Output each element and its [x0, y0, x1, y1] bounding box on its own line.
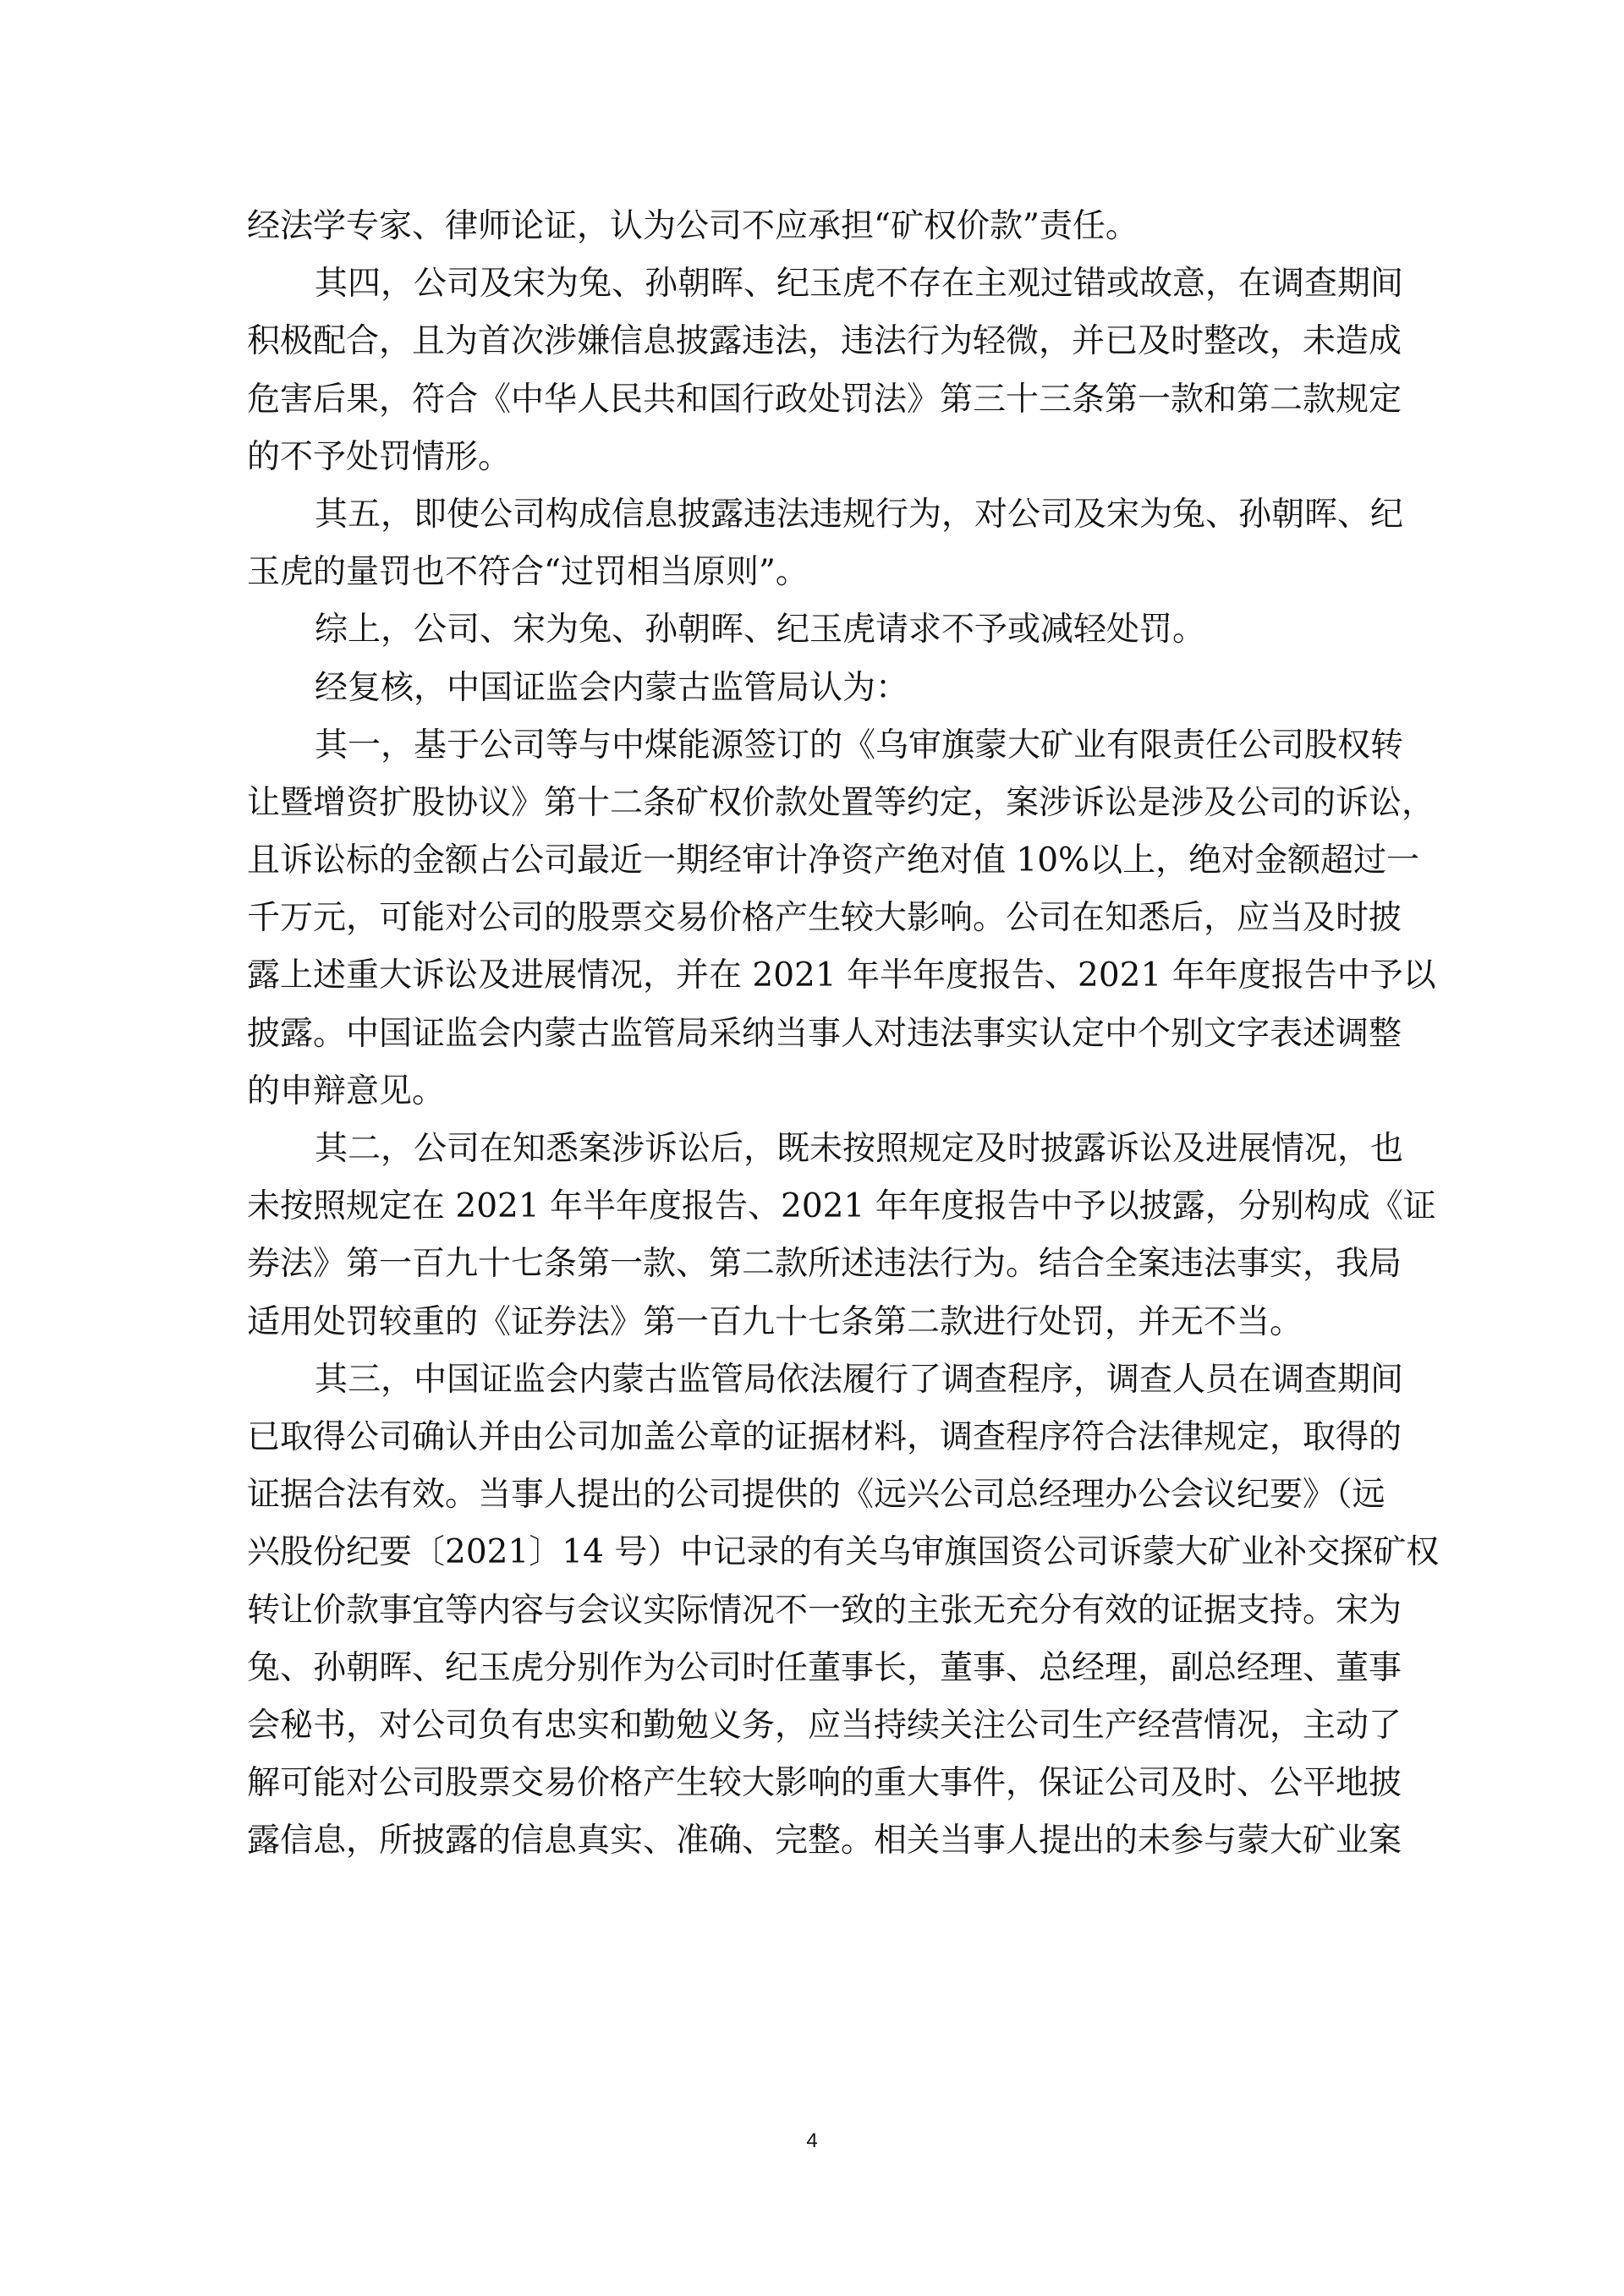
text-line: 适用处罚较重的《证券法》第一百九十七条第二款进行处罚，并无不当。 — [247, 1302, 1303, 1341]
text-line: 兴股份纪要〔2021〕14 号）中记录的有关乌审旗国资公司诉蒙大矿业补交探矿权 — [247, 1533, 1440, 1572]
text-line: 其一，基于公司等与中煤能源签订的《乌审旗蒙大矿业有限责任公司股权转 — [315, 726, 1404, 764]
text-line: 证据合法有效。当事人提出的公司提供的《远兴公司总经理办公会议纪要》（远 — [247, 1476, 1385, 1515]
text-line: 危害后果，符合《中华人民共和国行政处罚法》第三十三条第一款和第二款规定 — [247, 380, 1402, 419]
text-line: 露上述重大诉讼及进展情况，并在 2021 年半年度报告、2021 年年度报告中予以 — [247, 956, 1436, 995]
text-line: 让暨增资扩股协议》第十二条矿权价款处置等约定，案涉诉讼是涉及公司的诉讼， — [247, 783, 1435, 822]
text-line: 且诉讼标的金额占公司最近一期经审计净资产绝对值 10%以上，绝对金额超过一 — [247, 841, 1420, 880]
text-line: 经法学专家、律师论证，认为公司不应承担“矿权价款”责任。 — [247, 207, 1138, 245]
text-line: 已取得公司确认并由公司加盖公章的证据材料，调查程序符合法律规定，取得的 — [247, 1417, 1402, 1456]
text-line: 玉虎的量罚也不符合“过罚相当原则”。 — [247, 553, 809, 592]
text-line: 的不予处罚情形。 — [247, 437, 512, 476]
text-line: 露信息，所披露的信息真实、准确、完整。相关当事人提出的未参与蒙大矿业案 — [247, 1822, 1402, 1860]
text-line: 兔、孙朝晖、纪玉虎分别作为公司时任董事长，董事、总经理，副总经理、董事 — [247, 1648, 1402, 1687]
text-line: 其四，公司及宋为兔、孙朝晖、纪玉虎不存在主观过错或故意，在调查期间 — [315, 265, 1404, 304]
text-line: 其二，公司在知悉案涉诉讼后，既未按照规定及时披露诉讼及进展情况，也 — [315, 1130, 1404, 1168]
text-line: 转让价款事宜等内容与会议实际情况不一致的主张无充分有效的证据支持。宋为 — [247, 1591, 1402, 1630]
text-line: 综上，公司、宋为兔、孙朝晖、纪玉虎请求不予或减轻处罚。 — [315, 611, 1206, 649]
page-number: 4 — [806, 2129, 818, 2152]
text-line: 经复核，中国证监会内蒙古监管局认为： — [315, 668, 909, 707]
text-line: 其三，中国证监会内蒙古监管局依法履行了调查程序，调查人员在调查期间 — [315, 1360, 1404, 1399]
text-line: 的申辩意见。 — [247, 1071, 446, 1110]
text-line: 解可能对公司股票交易价格产生较大影响的重大事件，保证公司及时、公平地披 — [247, 1764, 1402, 1803]
text-line: 其五，即使公司构成信息披露违法违规行为，对公司及宋为兔、孙朝晖、纪 — [315, 495, 1404, 534]
body-text — [247, 198, 1440, 1870]
text-line: 券法》第一百九十七条第一款、第二款所述违法行为。结合全案违法事实，我局 — [247, 1245, 1402, 1284]
text-line: 积极配合，且为首次涉嫌信息披露违法，违法行为轻微，并已及时整改，未造成 — [247, 322, 1402, 361]
text-line: 会秘书，对公司负有忠实和勤勉义务，应当持续关注公司生产经营情况，主动了 — [247, 1706, 1402, 1745]
text-line: 千万元，可能对公司的股票交易价格产生较大影响。公司在知悉后，应当及时披 — [247, 899, 1402, 938]
text-line: 未按照规定在 2021 年半年度报告、2021 年年度报告中予以披露，分别构成《证 — [247, 1187, 1436, 1226]
text-line: 披露。中国证监会内蒙古监管局采纳当事人对违法事实认定中个别文字表述调整 — [247, 1014, 1402, 1053]
